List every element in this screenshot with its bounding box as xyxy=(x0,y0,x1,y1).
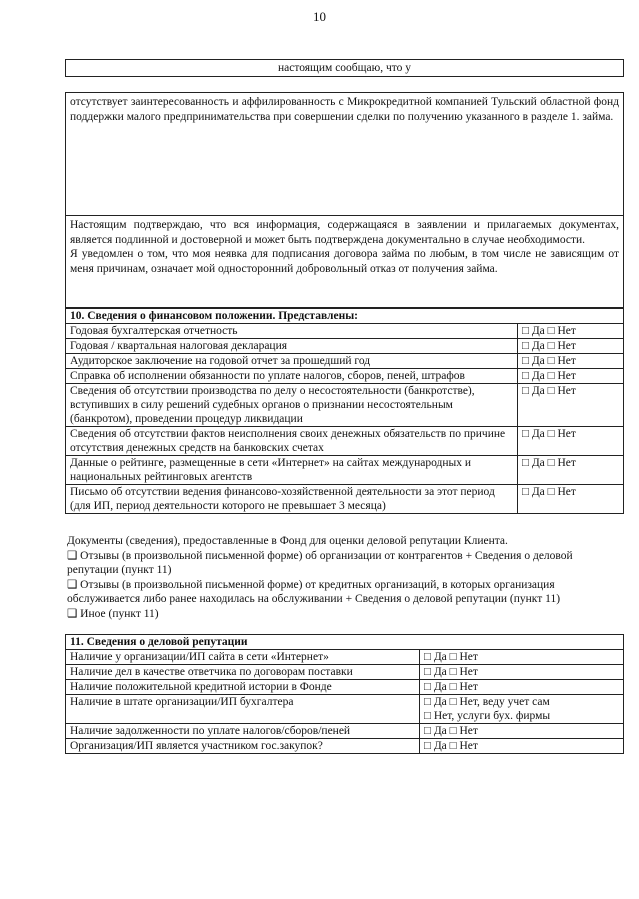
table-row xyxy=(66,724,624,739)
table-row xyxy=(66,739,624,754)
reputation-table xyxy=(65,634,624,754)
row-label: Годовая бухгалтерская отчетность xyxy=(66,324,518,339)
section-10-financial xyxy=(65,308,624,514)
table-row xyxy=(66,650,624,665)
yes-no-checkbox[interactable]: □ Да □ Нет xyxy=(518,384,624,427)
row-label: Данные о рейтинге, размещенные в сети «Интернет» на сайтах международных и национальных рейтинговых агентств xyxy=(66,456,518,485)
row-label: Организация/ИП является участником гос.закупок? xyxy=(66,739,420,754)
notice-paragraph: Я уведомлен о том, что моя неявка для подписания договора займа по любым, в том числе не зависящим от меня причинам, означает мой односторонний добровольный отказ от получения займа. xyxy=(70,248,619,275)
row-label: Аудиторское заключение на годовой отчет за прошедший год xyxy=(66,354,518,369)
documents-list xyxy=(65,534,624,621)
yes-no-checkbox[interactable]: □ Да □ Нет xyxy=(420,680,624,695)
accountant-option[interactable]: □ Да □ Нет, веду учет сам xyxy=(424,696,550,708)
yes-no-checkbox[interactable]: □ Да □ Нет xyxy=(420,724,624,739)
row-label: Наличие у организации/ИП сайта в сети «Интернет» xyxy=(66,650,420,665)
table-row xyxy=(66,456,624,485)
section-10-title: 10. Сведения о финансовом положении. Представлены: xyxy=(66,309,624,324)
yes-no-checkbox[interactable]: □ Да □ Нет xyxy=(518,369,624,384)
intro-body: отсутствует заинтересованность и аффилированность с Микрокредитной компанией Тульский областной фонд поддержки малого предпринимательства при совершении сделки по получению указанного в разделе 1. займа. xyxy=(65,92,624,216)
table-row xyxy=(66,485,624,514)
table-row xyxy=(66,665,624,680)
table-row xyxy=(66,339,624,354)
row-label: Годовая / квартальная налоговая декларация xyxy=(66,339,518,354)
table-row xyxy=(66,369,624,384)
page-number: 10 xyxy=(313,9,326,24)
row-label: Сведения об отсутствии фактов неисполнения своих денежных обязательств по причине отсутствия денежных средств на банковских счетах xyxy=(66,427,518,456)
table-row xyxy=(66,695,624,724)
yes-no-checkbox[interactable]: □ Да □ Нет xyxy=(518,456,624,485)
table-row xyxy=(66,324,624,339)
yes-no-checkbox[interactable]: □ Да □ Нет xyxy=(518,354,624,369)
row-label: Наличие задолженности по уплате налогов/сборов/пеней xyxy=(66,724,420,739)
row-label: Письмо об отсутствии ведения финансово-хозяйственной деятельности за этот период (для ИП, период деятельности которого не превышает 3 месяца) xyxy=(66,485,518,514)
table-row xyxy=(66,354,624,369)
documents-intro: Документы (сведения), предоставленные в Фонд для оценки деловой репутации Клиента. xyxy=(67,535,508,547)
yes-no-checkbox[interactable]: □ Да □ Нет xyxy=(518,485,624,514)
confirmation-block xyxy=(65,216,624,308)
yes-no-checkbox[interactable]: □ Да □ Нет xyxy=(518,339,624,354)
yes-no-checkbox[interactable]: □ Да □ Нет xyxy=(518,427,624,456)
accountant-option[interactable]: □ Нет, услуги бух. фирмы xyxy=(424,710,551,722)
yes-no-checkbox[interactable]: □ Да □ Нет xyxy=(518,324,624,339)
row-label: Наличие дел в качестве ответчика по договорам поставки xyxy=(66,665,420,680)
intro-title: настоящим сообщаю, что у xyxy=(65,59,624,77)
document-option[interactable]: ❑ Отзывы (в произвольной письменной форме) от кредитных организаций, в которых организация обслуживается либо ранее находилась на обслуживании + Сведения о деловой репутации (пункт 11) xyxy=(67,578,561,605)
table-row xyxy=(66,680,624,695)
table-row xyxy=(66,384,624,427)
row-label: Наличие положительной кредитной истории в Фонде xyxy=(66,680,420,695)
accountant-options[interactable] xyxy=(420,695,624,724)
document-option[interactable]: ❑ Иное (пункт 11) xyxy=(67,607,159,620)
table-row xyxy=(66,427,624,456)
confirmation-paragraph: Настоящим подтверждаю, что вся информация, содержащаяся в заявлении и прилагаемых документах, является подлинной и достоверной и может быть подтверждена документально в случае необходимости. xyxy=(70,219,619,246)
row-label: Наличие в штате организации/ИП бухгалтера xyxy=(66,695,420,724)
yes-no-checkbox[interactable]: □ Да □ Нет xyxy=(420,665,624,680)
section-11-reputation xyxy=(65,634,624,754)
yes-no-checkbox[interactable]: □ Да □ Нет xyxy=(420,650,624,665)
row-label: Справка об исполнении обязанности по уплате налогов, сборов, пеней, штрафов xyxy=(66,369,518,384)
financial-table xyxy=(65,308,624,514)
section-11-title: 11. Сведения о деловой репутации xyxy=(66,635,624,650)
yes-no-checkbox[interactable]: □ Да □ Нет xyxy=(420,739,624,754)
document-option[interactable]: ❑ Отзывы (в произвольной письменной форме) об организации от контрагентов + Сведения о деловой репутации (пункт 11) xyxy=(67,549,573,576)
row-label: Сведения об отсутствии производства по делу о несостоятельности (банкротстве), вступивших в силу решений судебных органов о признании несостоятельным (банкротом), проведении процедур ликвидации xyxy=(66,384,518,427)
